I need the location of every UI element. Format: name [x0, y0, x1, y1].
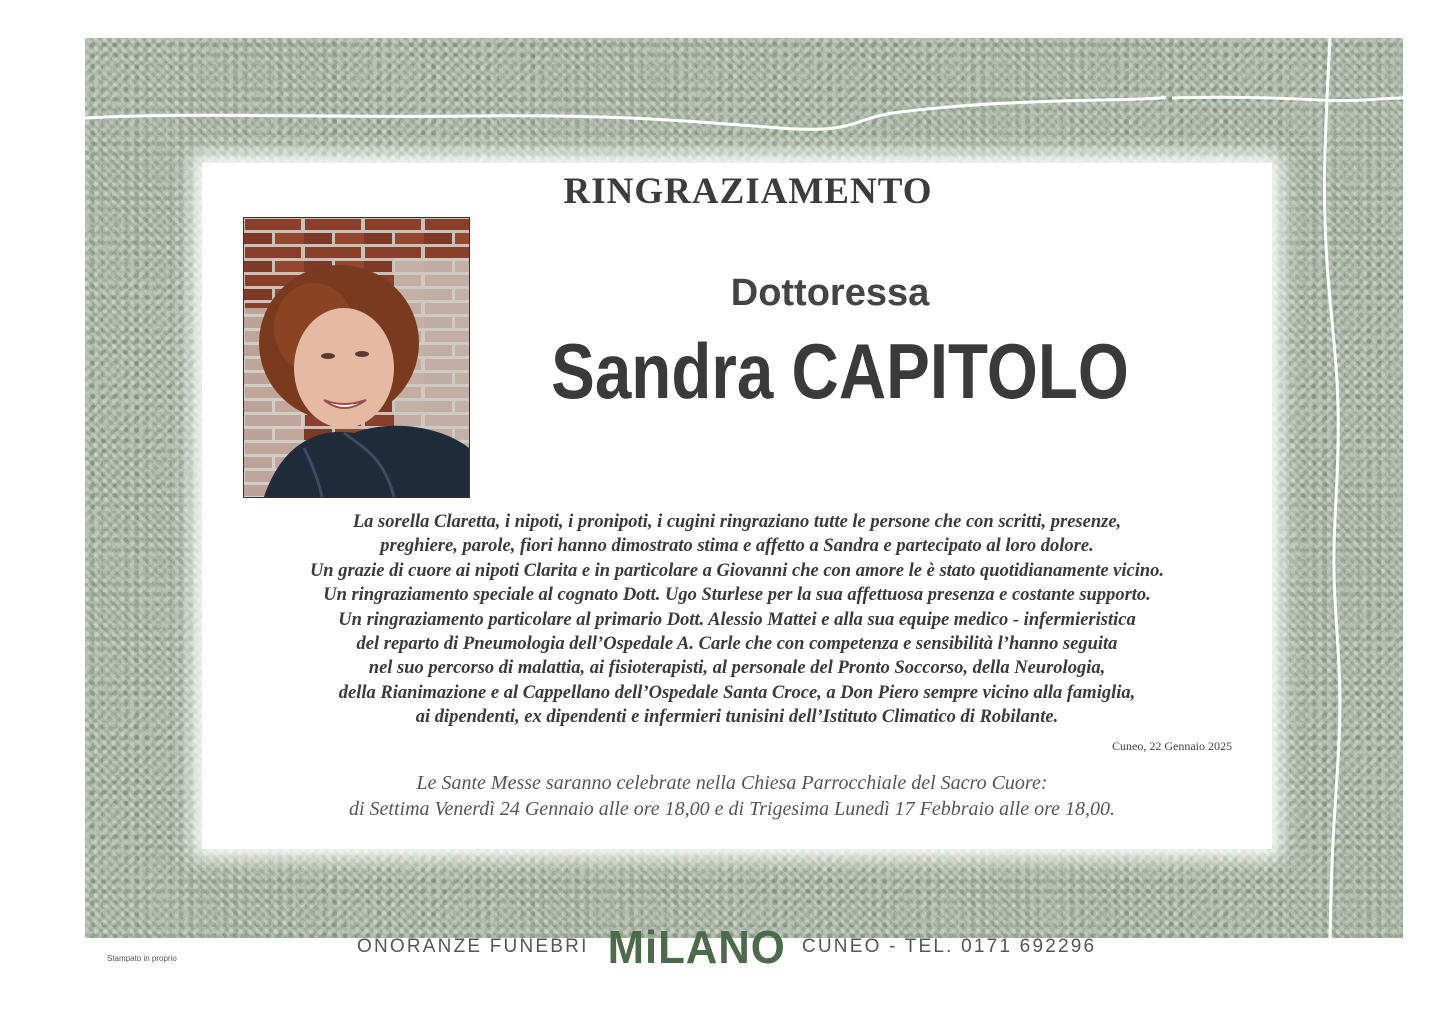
masses-text	[222, 770, 1242, 822]
thanks-line: La sorella Claretta, i nipoti, i pronipoti, i cugini ringraziano tutte le persone che con scritti, presenze,	[352, 512, 1122, 532]
place-date: Cuneo, 22 Gennaio 2025	[1112, 739, 1232, 753]
thanks-line: preghiere, parole, fiori hanno dimostrato stima e affetto a Sandra e partecipato al loro dolore.	[380, 536, 1094, 557]
thanks-line: ai dipendenti, ex dipendenti e infermieri tunisini dell’Istituto Climatico di Robilante.	[415, 707, 1059, 728]
thanks-text	[222, 510, 1252, 730]
thanks-line: Un ringraziamento particolare al primario Dott. Alessio Mattei e alla sua equipe medico - infermieristica	[338, 609, 1136, 630]
brand-logo: MiLANO	[607, 921, 786, 973]
footer-brand-line	[357, 922, 1096, 972]
footer-service-label: ONORANZE FUNEBRI	[357, 936, 589, 957]
portrait-image	[244, 218, 469, 497]
footer-contact: CUNEO - TEL. 0171 692296	[801, 936, 1097, 957]
notice-title: RINGRAZIAMENTO	[563, 171, 933, 212]
honorific-title: Dottoressa	[730, 272, 930, 314]
portrait-photo	[243, 217, 470, 498]
thanks-line: Un grazie di cuore ai nipoti Clarita e in particolare a Giovanni che con amore le è stato quotidianamente vicino.	[309, 560, 1165, 581]
masses-line: Le Sante Messe saranno celebrate nella Chiesa Parrocchiale del Sacro Cuore:	[416, 772, 1048, 794]
thanks-line: della Rianimazione e al Cappellano dell’Ospedale Santa Croce, a Don Piero sempre vicino alla famiglia,	[338, 682, 1136, 703]
deceased-name: Sandra CAPITOLO	[551, 327, 1129, 415]
thanks-line: nel suo percorso di malattia, ai fisioterapisti, al personale del Pronto Soccorso, della Neurologia,	[368, 658, 1106, 679]
thanks-line: del reparto di Pneumologia dell’Ospedale A. Carle che con competenza e sensibilità l’hanno seguita	[356, 634, 1118, 655]
printed-note: Stampato in proprio	[107, 954, 177, 963]
masses-line: di Settima Venerdì 24 Gennaio alle ore 18,00 e di Trigesima Lunedì 17 Febbraio alle ore 18,00.	[348, 798, 1116, 820]
thanks-line: Un ringraziamento speciale al cognato Dott. Ugo Sturlese per la sua affettuosa presenza e costante supporto.	[323, 585, 1151, 606]
